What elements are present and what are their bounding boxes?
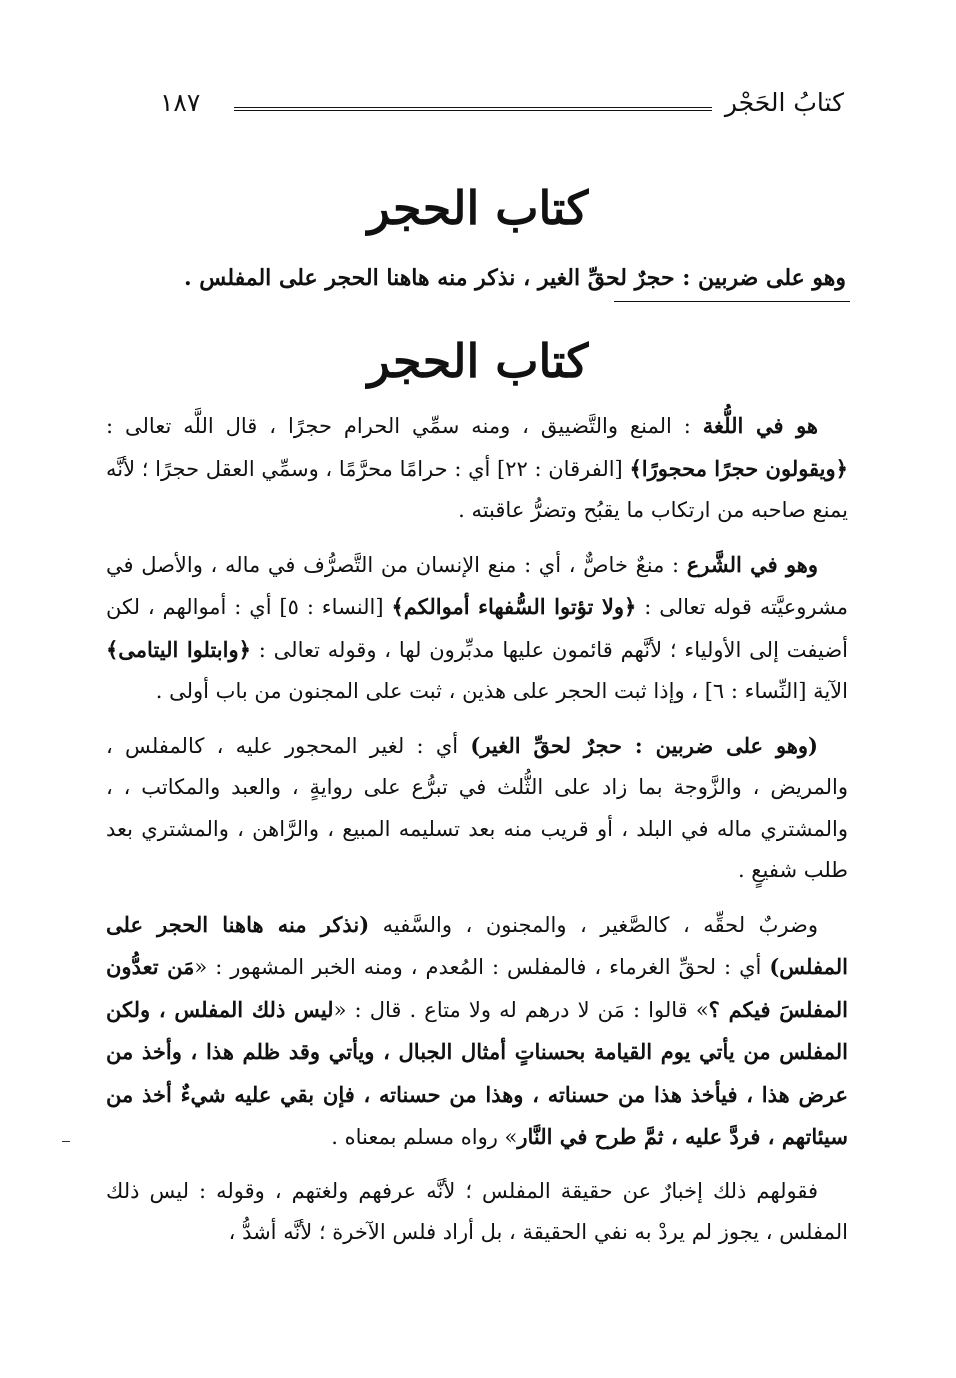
text-segment: [الفرقان : ٢٢] أي : حرامًا محرَّمًا ، وسمِّي العقل حجرًا ؛ لأنَّه يمنع صاحبه من ارتكاب ما يقبُح وتضرُّ عاقبته .: [106, 456, 848, 522]
bold-segment: وهو في الشَّرع: [686, 551, 819, 577]
text-segment: فقولهم ذلك إخبارٌ عن حقيقة المفلس ؛ لأنَّه عرفهم ولغتهم ، وقوله : ليس ذلك المفلس ، يجوز لم يردْ به نفي الحقيقة ، بل أراد فلس الآخرة ؛ لأنَّه أشدُّ ،: [106, 1178, 848, 1244]
text-segment: : المنع والتَّضييق ، ومنه سمِّي الحرام حجرًا ، قال اللَّه تعالى :: [106, 414, 703, 438]
text-segment: : منعٌ خاصٌّ ، أي : منع الإنسان من التَّصرُّف في ماله ، والأصل في مشروعيَّته قوله تعالى :: [106, 552, 849, 619]
matn-divider: [614, 301, 850, 302]
bold-segment: ﴿وابتلوا اليتامى﴾: [106, 636, 251, 662]
bold-segment: ﴿ولا تؤتوا السُّفهاء أموالكم﴾: [391, 594, 637, 619]
running-header-title: كتابُ الحَجْر: [724, 88, 844, 117]
text-segment: » رواه مسلم بمعناه .: [331, 1125, 518, 1149]
commentary-body: [106, 405, 848, 1266]
text-segment: وضربٌ لحقِّه ، كالصَّغير ، والمجنون ، والسَّفيه: [369, 912, 818, 937]
matn-chapter-title: كتاب الحجر: [367, 181, 589, 235]
bold-segment: (نذكر منه هاهنا الحجر على المفلس): [106, 911, 849, 979]
margin-mark: [62, 1141, 70, 1142]
text-segment: [النساء : ٥] أي : أموالهم ، لكن أضيفت إلى الأولياء ؛ لأنَّهم قائمون عليها مدبِّرون لها ، وقوله تعالى :: [106, 595, 848, 662]
commentary-paragraph: [106, 725, 848, 892]
matn-text: وهو على ضربين : حجرٌ لحقِّ الغير ، نذكر منه هاهنا الحجر على المفلس .: [183, 265, 846, 291]
sharh-chapter-title: كتاب الحجر: [367, 334, 589, 388]
commentary-paragraph: [106, 904, 848, 1159]
bold-segment: هو في اللُّغة: [702, 413, 818, 438]
bold-segment: ﴿ويقولون حجرًا محجورًا﴾: [629, 455, 848, 481]
text-segment: » قالوا : مَن لا درهم له ولا متاع . قال : «: [333, 997, 709, 1022]
commentary-paragraph: [106, 1171, 848, 1254]
commentary-paragraph: [106, 405, 848, 532]
text-segment: أي : لحقِّ الغرماء ، فالمفلس : المُعدم ، ومنه الخبر المشهور : «: [194, 955, 770, 979]
page-number: ١٨٧: [160, 88, 201, 117]
bold-segment: ليس ذلك المفلس ، ولكن المفلس من يأتي يوم القيامة بحسناتٍ أمثال الجبال ، ويأتي وقد ظلم هذا ، وأخذ من عرض هذا ، فيأخذ هذا من حسناته ، وهذا من حسناته ، فإن بقي عليه شيءٌ أخذ من سيئاتهم ، فردَّ عليه ، ثمَّ طرح في النَّار: [106, 996, 848, 1149]
bold-segment: (وهو على ضربين : حجرٌ لحقِّ الغير): [470, 732, 818, 758]
text-segment: أي : لغير المحجور عليه ، كالمفلس ، والمريض ، والزَّوجة بما زاد على الثُّلث في تبرُّع على روايةٍ ، والعبد والمكاتب ، ، والمشتري ماله في البلد ، أو قريب منه بعد تسليمه المبيع ، والرَّاهن ، والمشتري بعد طلب شفيعٍ .: [106, 733, 848, 882]
text-segment: الآية [النِّساء : ٦] ، وإذا ثبت الحجر على هذين ، ثبت على المجنون من باب أولى .: [155, 679, 848, 703]
bold-segment: مَن تعدُّون المفلسَ فيكم ؟: [106, 954, 848, 1022]
commentary-paragraph: [106, 544, 848, 713]
header-divider: [234, 107, 712, 111]
